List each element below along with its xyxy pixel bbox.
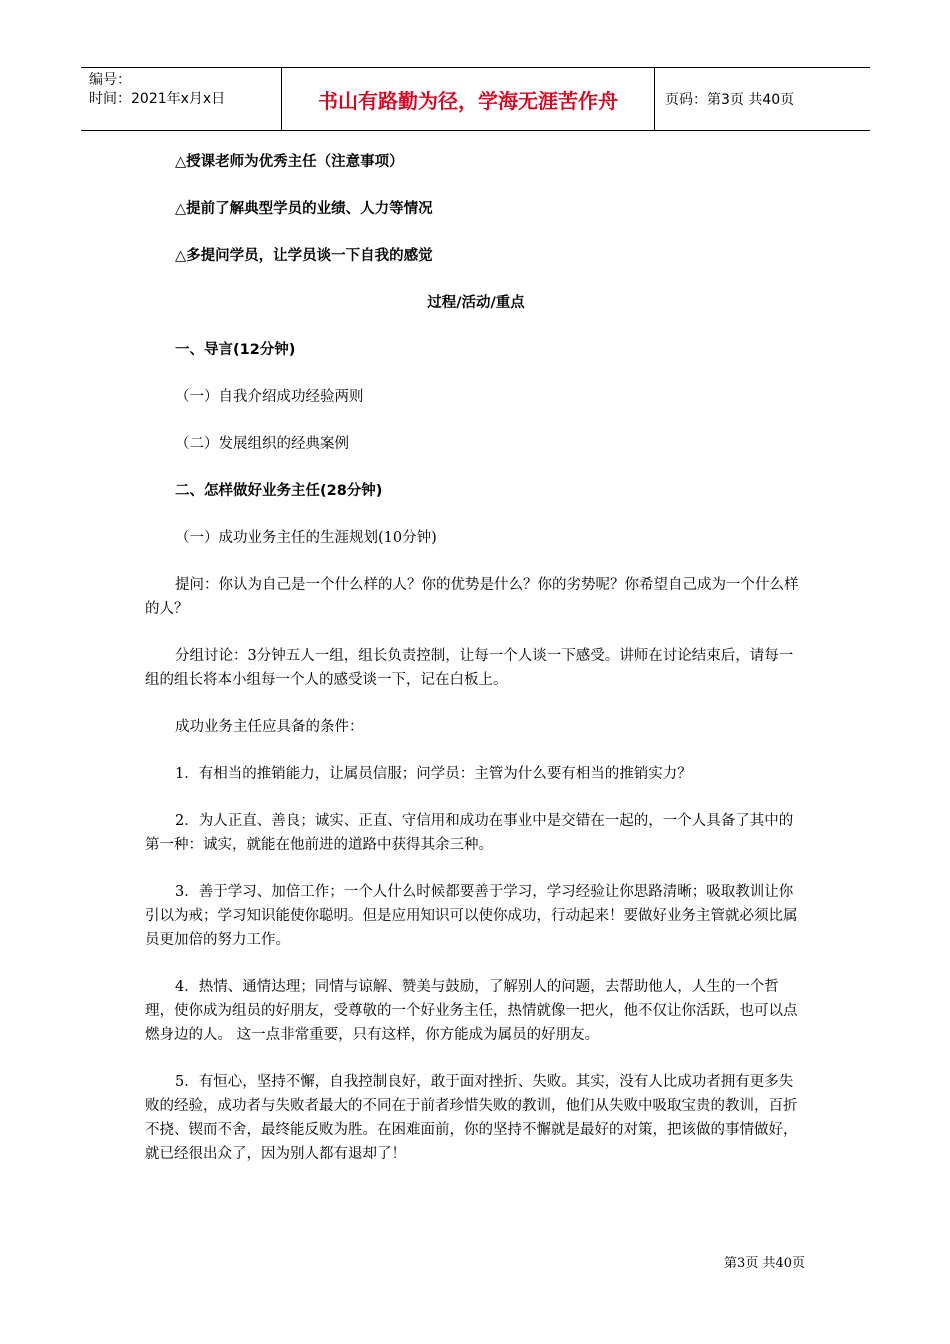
- note-1: △授课老师为优秀主任（注意事项）: [175, 154, 404, 170]
- section1-title: 一、导言(12分钟): [175, 342, 296, 358]
- condition-3: 3．善于学习、加倍工作；一个人什么时候都要善于学习，学习经验让你思路清晰；吸取教训让你引以为戒；学习知识能使你聪明。但是应用知识可以使你成功，行动起来！要做好业务主管就必须比属员更加倍的努力工作。: [145, 884, 798, 948]
- header-motto: 书山有路勤为径，学海无涯苦作舟: [282, 68, 655, 130]
- condition-5: 5．有恒心，坚持不懈，自我控制良好，敢于面对挫折、失败。其实，没有人比成功者拥有更多失败的经验，成功者与失败者最大的不同在于前者珍惜失败的教训，他们从失败中吸取宝贵的教训，百折不挠、锲而不舍，最终能反败为胜。在困难面前，你的坚持不懈就是最好的对策，把该做的事情做好，就已经很出众了，因为别人都有退却了！: [145, 1074, 798, 1162]
- section1-item-2: （二）发展组织的经典案例: [175, 436, 349, 452]
- section-heading-center: 过程/活动/重点: [427, 295, 525, 311]
- note-2: △提前了解典型学员的业绩、人力等情况: [175, 201, 433, 217]
- conditions-title: 成功业务主任应具备的条件：: [175, 719, 364, 735]
- condition-2: 2．为人正直、善良；诚实、正直、守信用和成功在事业中是交错在一起的，一个人具备了其中的第一种：诚实，就能在他前进的道路中获得其余三种。: [145, 813, 794, 853]
- time-label: 时间：2021年x月x日: [89, 91, 226, 107]
- number-label: 编号：: [89, 72, 131, 88]
- page-footer: 第3页 共40页: [724, 1256, 805, 1271]
- header-left-cell: [81, 68, 282, 130]
- section2-sub1: （一）成功业务主任的生涯规划(10分钟): [175, 530, 437, 546]
- condition-1: 1．有相当的推销能力，让属员信服；问学员：主管为什么要有相当的推销实力？: [175, 766, 692, 782]
- condition-4: 4．热情、通情达理；同情与谅解、赞美与鼓励，了解别人的问题，去帮助他人，人生的一个哲理，使你成为组员的好朋友，受尊敬的一个好业务主任，热情就像一把火，他不仅让你活跃，也可以点燃身边的人。 这一点非常重要，只有这样，你方能成为属员的好朋友。: [145, 979, 798, 1043]
- page-header: [81, 67, 870, 131]
- question-paragraph: 提问：你认为自己是一个什么样的人？你的优势是什么？你的劣势呢？你希望自己成为一个什么样的人？: [145, 577, 799, 617]
- header-page-label: 页码：第3页 共40页: [665, 92, 795, 108]
- section2-title: 二、怎样做好业务主任(28分钟): [175, 483, 383, 499]
- discussion-paragraph: 分组讨论：3分钟五人一组，组长负责控制，让每一个人谈一下感受。讲师在讨论结束后，请每一组的组长将本小组每一个人的感受谈一下，记在白板上。: [145, 648, 794, 688]
- section1-item-1: （一）自我介绍成功经验两则: [175, 389, 364, 405]
- note-3: △多提问学员，让学员谈一下自我的感觉: [175, 248, 433, 264]
- document-body: [145, 150, 807, 1166]
